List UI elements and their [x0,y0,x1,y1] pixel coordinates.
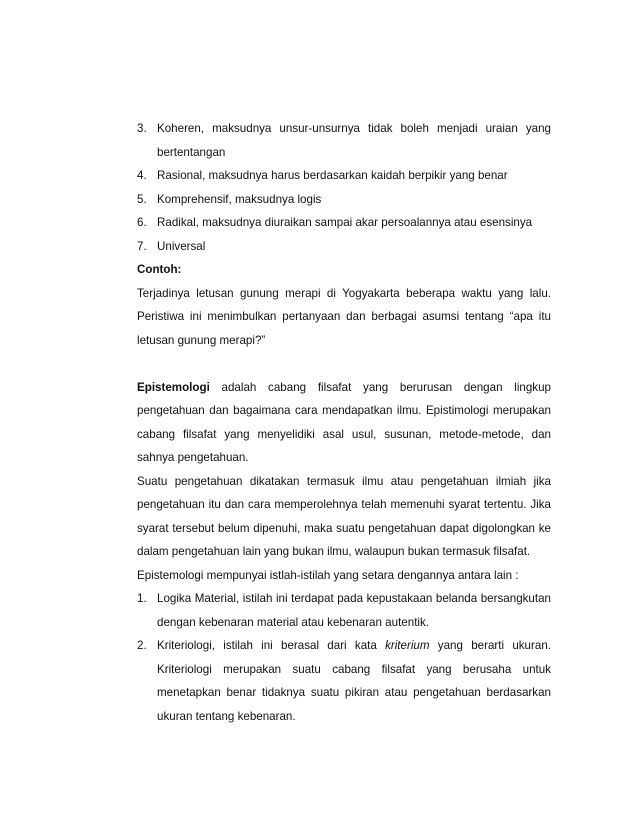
epistemologi-definition [137,376,551,470]
list-number: 1. [137,592,147,605]
epistemologi-paragraph-2: Suatu pengetahuan dikatakan termasuk ilmu atau pengetahuan ilmiah jika pengetahuan itu dan cara memperolehnya telah memenuhi syarat tertentu. Jika syarat tersebut belum dipenuhi, maka suatu pengetahuan dapat digolongkan ke dalam pengetahuan lain yang bukan ilmu, walaupun bukan termasuk filsafat. [137,474,551,558]
list-text: Koheren, maksudnya unsur-unsurnya tidak boleh menjadi uraian yang bertentangan [157,122,551,159]
list-text-pre: Kriteriologi, istilah ini berasal dari kata [157,639,386,652]
epistemologi-paragraph-3: Epistemologi mempunyai istlah-istilah yang setara dengannya antara lain : [137,568,519,582]
list-text: Logika Material, istilah ini terdapat pada kepustakaan belanda bersangkutan dengan kebenaran material atau kebenaran autentik. [157,592,551,629]
example-paragraph: Terjadinya letusan gunung merapi di Yogyakarta beberapa waktu yang lalu. Peristiwa ini menimbulkan pertanyaan dan berbagai asumsi tentang “apa itu letusan gunung merapi?” [137,286,551,347]
epistemologi-term: Epistemologi [137,380,210,394]
epistemologi-text: adalah cabang filsafat yang berurusan dengan lingkup pengetahuan dan bagaimana cara mendapatkan ilmu. Epistimologi merupakan cabang filsafat yang menyelidiki asal usul, susunan, metode-metode, dan sahnya pengetahuan. [137,380,551,464]
list-item [137,235,551,259]
list-item [137,211,551,235]
list-item [137,117,551,164]
list-item [137,634,551,728]
example-heading: Contoh: [137,263,182,276]
list-number: 3. [137,122,147,135]
paragraph-gap [137,352,551,376]
list-text: Komprehensif, maksudnya logis [157,192,322,206]
list-text: Universal [157,239,206,253]
list-number: 6. [137,216,147,229]
list-number: 7. [137,239,147,253]
list-number: 4. [137,169,147,182]
list-number: 2. [137,639,147,652]
list-text: Radikal, maksudnya diuraikan sampai akar persoalannya atau esensinya [157,216,533,229]
list-text: Rasional, maksudnya harus berdasarkan kaidah berpikir yang benar [157,169,508,182]
list-text-post: yang berarti ukuran. Kriteriologi merupakan suatu cabang filsafat yang berusaha untuk menetapkan benar tidaknya suatu pikiran atau pengetahuan berdasarkan ukuran tentang kebenaran. [157,639,551,723]
list-item [137,188,551,212]
list-item [137,587,551,634]
list-number: 5. [137,192,147,206]
list-text-emphasis: kriterium [385,639,430,652]
list-item [137,164,551,188]
page-content [137,117,551,728]
